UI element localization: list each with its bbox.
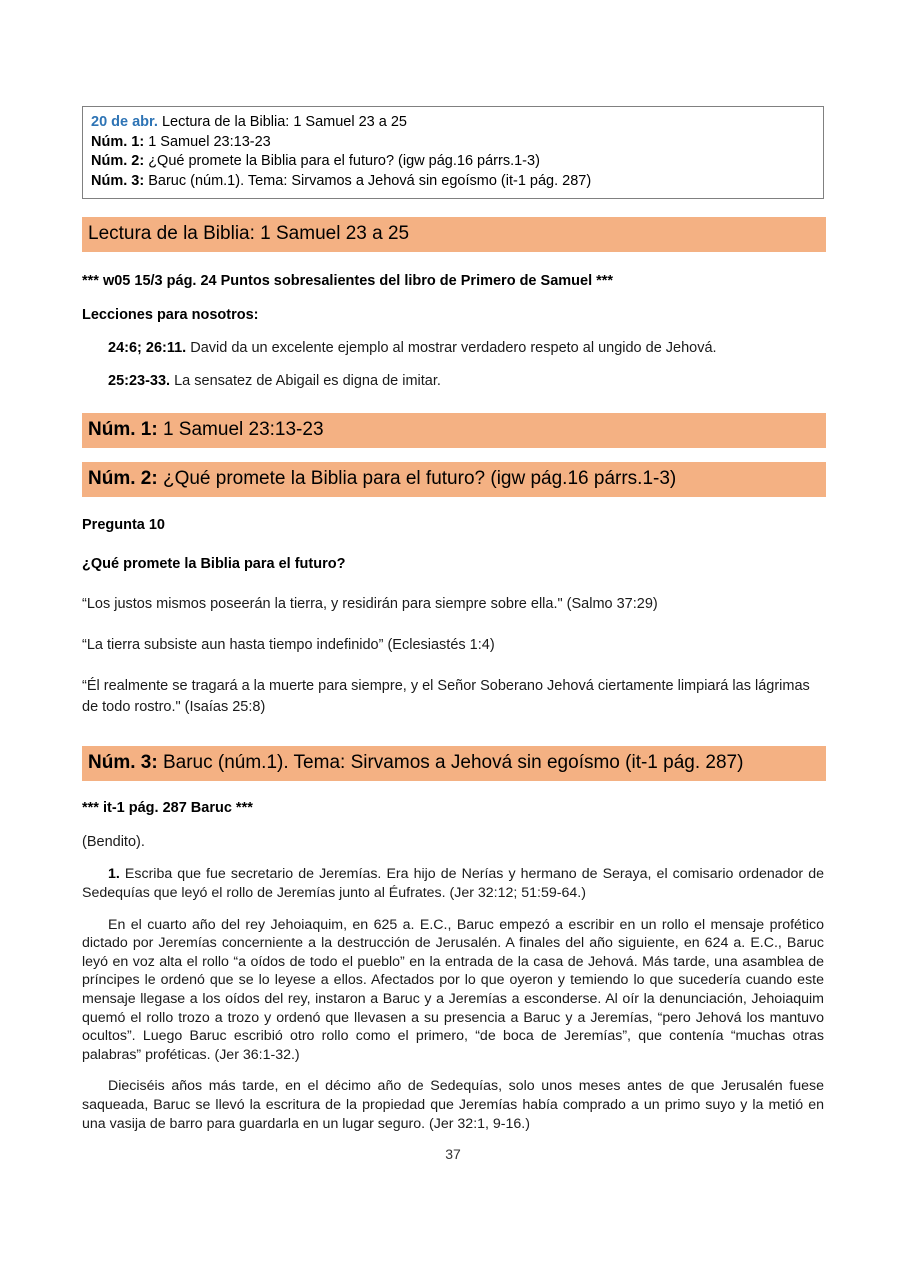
lesson-reference: 24:6; 26:11. — [108, 340, 187, 357]
schedule-row — [91, 113, 815, 133]
section-bar-bible-reading — [82, 217, 826, 252]
section-bar-num3-text: Baruc (núm.1). Tema: Sirvamos a Jehová sin egoísmo (it-1 pág. 287) — [157, 752, 744, 774]
schedule-date-label: 20 de abr. — [91, 114, 158, 130]
paragraph-number: 1. — [108, 866, 120, 883]
schedule-row — [91, 133, 815, 153]
schedule-num3-label: Núm. 3: — [91, 172, 145, 189]
source-heading-w05: *** w05 15/3 pág. 24 Puntos sobresalientes del libro de Primero de Samuel *** — [82, 273, 614, 290]
page-number: 37 — [445, 1146, 461, 1162]
definition-text: (Bendito). — [82, 834, 145, 851]
baruc-paragraph-2: En el cuarto año del rey Jehoiaquim, en 625 a. E.C., Baruc empezó a escribir en un rollo el mensaje profético dictado por Jeremías concerniente a la destrucción de Jerusalén. A finales del año siguiente, en 624 a. E.C., Baruc leyó en voz alta el rollo “a oídos de todo el pueblo” en la entrada de la casa de Jehová. Más tarde, una asamblea de príncipes le ordenó que se lo leyese a ellos. Afectados por lo que oyeron y temiendo lo que sucedería cuando este mensaje llegase a los oídos del rey, instaron a Baruc y a Jeremías a esconderse. Al oír la denunciación, Jehoiaquim quemó el rollo trozo a trozo y ordenó que llevasen a su presencia a Baruc y a Jeremías, “pero Jehová los mantuvo ocultos”. Luego Baruc escribió otro rollo como el primero, “de boca de Jeremías”, que contenía “muchas otras palabras” proféticas. (Jer 36:1-32.) — [82, 916, 824, 1063]
scripture-quote: “Él realmente se tragará a la muerte para siempre, y el Señor Soberano Jehová ciertamente limpiará las lágrimas de todo rostro." (Isaías 25:8) — [82, 678, 810, 716]
baruc-paragraph-1 — [82, 865, 824, 902]
source-heading-it1: *** it-1 pág. 287 Baruc *** — [82, 800, 253, 817]
section-bar-num1-text: 1 Samuel 23:13-23 — [157, 419, 324, 441]
section-bar-title: Lectura de la Biblia: 1 Samuel 23 a 25 — [88, 223, 410, 245]
scripture-quote: “La tierra subsiste aun hasta tiempo indefinido” (Eclesiastés 1:4) — [82, 637, 495, 654]
page-content — [82, 0, 826, 1133]
section-bar-num3-label: Núm. 3: — [88, 752, 158, 774]
baruc-paragraph-3: Dieciséis años más tarde, en el décimo año de Sedequías, solo unos meses antes de que Jerusalén fuese saqueada, Baruc se llevó la escritura de la propiedad que Jeremías había comprado a un primo suyo y la metió en una vasija de barro para guardarla en un lugar seguro. (Jer 32:1, 9-16.) — [82, 1078, 824, 1132]
section-bar-num2-label: Núm. 2: — [88, 468, 158, 490]
scripture-quote: “Los justos mismos poseerán la tierra, y residirán para siempre sobre ella." (Salmo 37:29) — [82, 596, 658, 613]
lesson-item — [108, 339, 826, 358]
section-bar-num2 — [82, 462, 826, 497]
lesson-reference: 25:23-33. — [108, 373, 171, 390]
section-bar-num1 — [82, 413, 826, 448]
paragraph-text: Escriba que fue secretario de Jeremías. Era hijo de Nerías y hermano de Seraya, el comisario ordenador de Sedequías que leyó el rollo de Jeremías junto al Éufrates. (Jer 32:12; 51:59-64.) — [82, 866, 824, 901]
question-heading: Pregunta 10 — [82, 517, 165, 534]
section-bar-num2-text: ¿Qué promete la Biblia para el futuro? (igw pág.16 párrs.1-3) — [157, 468, 677, 490]
lesson-text: La sensatez de Abigail es digna de imitar. — [170, 373, 441, 390]
schedule-row-text: ¿Qué promete la Biblia para el futuro? (igw pág.16 párrs.1-3) — [148, 153, 540, 170]
schedule-box — [82, 106, 824, 199]
schedule-row — [91, 152, 815, 172]
schedule-row-text: Lectura de la Biblia: 1 Samuel 23 a 25 — [161, 114, 407, 130]
lesson-text: David da un excelente ejemplo al mostrar verdadero respeto al ungido de Jehová. — [186, 340, 717, 357]
sub-heading-lessons: Lecciones para nosotros: — [82, 307, 259, 324]
schedule-num1-label: Núm. 1: — [91, 133, 145, 150]
schedule-num2-label: Núm. 2: — [91, 153, 145, 170]
schedule-row-text: Baruc (núm.1). Tema: Sirvamos a Jehová sin egoísmo (it-1 pág. 287) — [148, 172, 592, 189]
schedule-row-text: 1 Samuel 23:13-23 — [148, 133, 271, 150]
section-bar-num1-label: Núm. 1: — [88, 419, 158, 441]
schedule-row — [91, 172, 815, 192]
question-text: ¿Qué promete la Biblia para el futuro? — [82, 556, 346, 573]
lesson-item — [108, 372, 826, 391]
section-bar-num3 — [82, 746, 826, 781]
